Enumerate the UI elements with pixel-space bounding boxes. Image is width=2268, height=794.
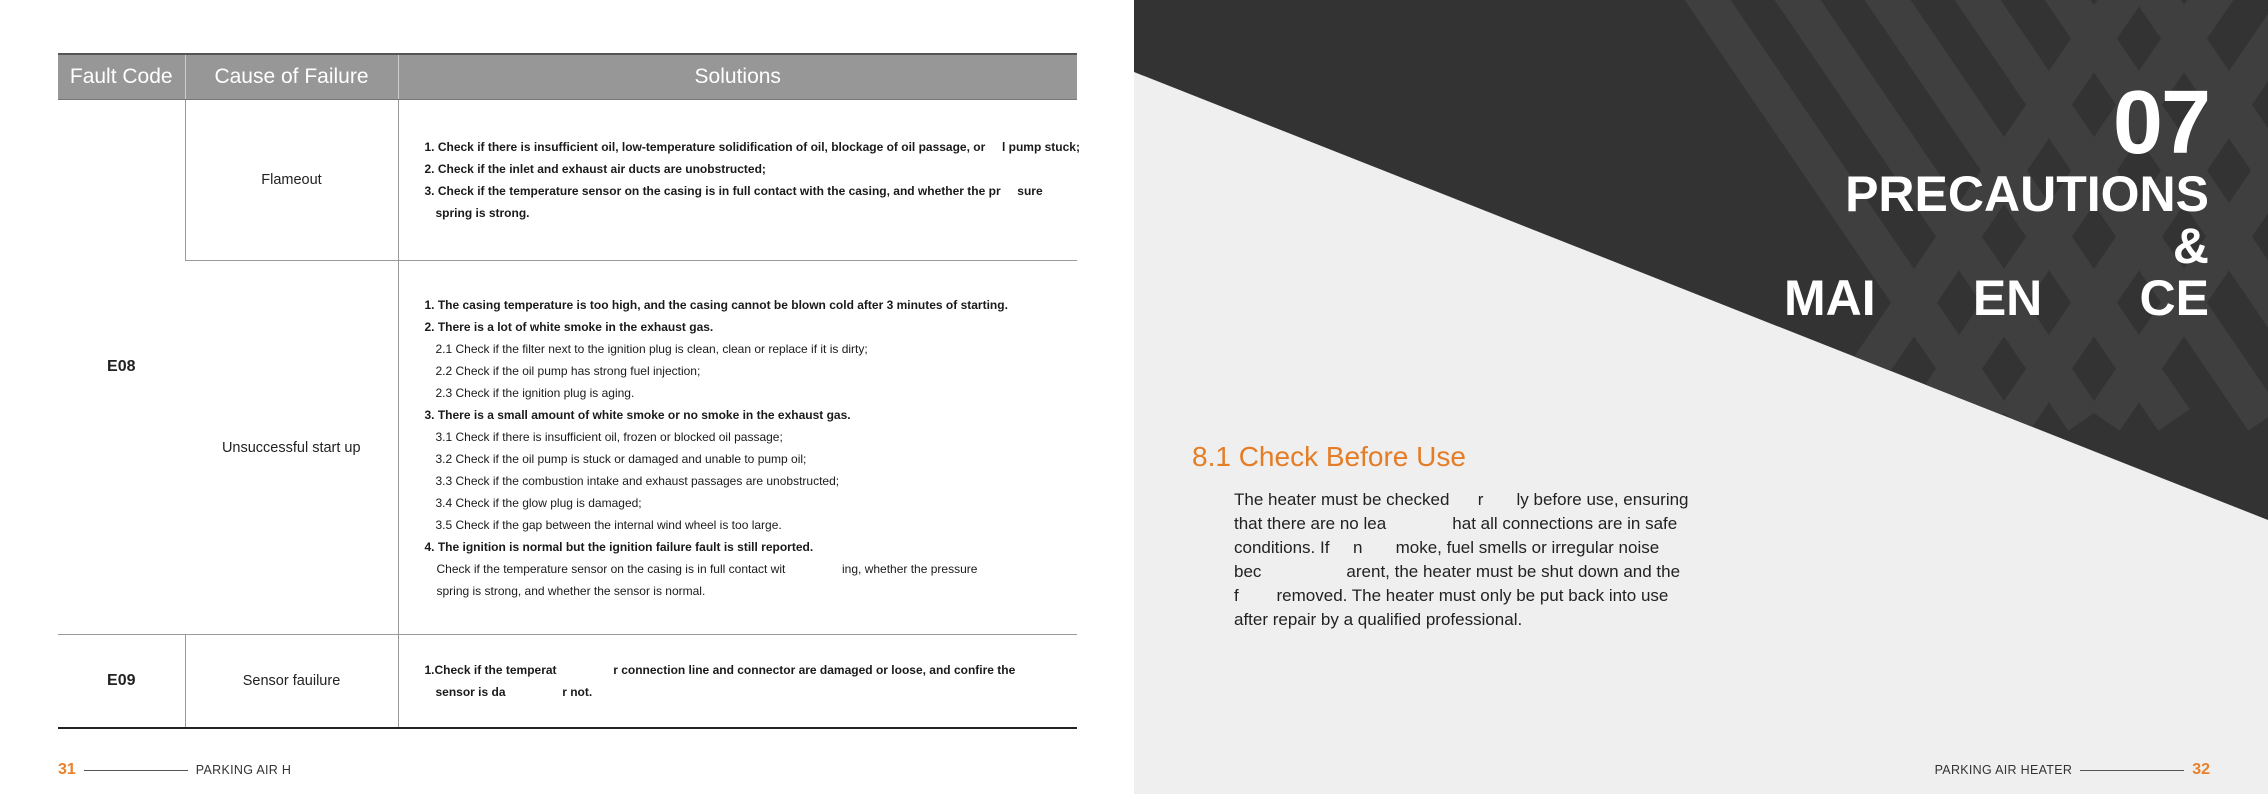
body-line: f removed. The heater must only be put back into use — [1234, 586, 1669, 605]
solution-line: 2.1 Check if the filter next to the ignition plug is clean, clean or replace if it is dirty; — [435, 341, 868, 356]
body-line: bec arent, the heater must be shut down and the — [1234, 562, 1681, 581]
cause-cell: Flameout — [185, 100, 398, 261]
chapter-title-line-3: MAI EN CE — [1783, 270, 2209, 326]
chapter-heading — [1783, 73, 2209, 326]
footer-label: PARKING AIR H — [195, 763, 292, 777]
table-row — [58, 635, 1077, 729]
solution-line: 3.4 Check if the glow plug is damaged; — [435, 495, 642, 510]
body-line: The heater must be checked r ly before use, ensuring — [1234, 490, 1689, 509]
table-header-row — [58, 54, 1077, 100]
page-number: 31 — [58, 761, 76, 778]
table-row — [58, 261, 1077, 635]
chapter-title-line-2: & — [2172, 218, 2209, 274]
section-title: 8.1 Check Before Use — [1192, 441, 1466, 472]
solution-line: 2.2 Check if the oil pump has strong fuel injection; — [435, 363, 701, 378]
solution-line: sensor is da r not. — [435, 685, 593, 699]
solution-line: Check if the temperature sensor on the casing is in full contact wit ing, whether the pressure — [436, 561, 978, 576]
solution-line: spring is strong. — [435, 206, 530, 220]
solutions-cell — [398, 100, 1080, 261]
solution-line: 3. There is a small amount of white smoke or no smoke in the exhaust gas. — [424, 407, 851, 422]
footer-rule — [2080, 770, 2184, 771]
solution-line: spring is strong, and whether the sensor is normal. — [436, 583, 706, 598]
solutions-cell — [398, 635, 1077, 729]
footer-rule — [84, 770, 188, 771]
table-row — [58, 100, 1077, 261]
solution-line: 3.2 Check if the oil pump is stuck or damaged and unable to pump oil; — [435, 451, 807, 466]
fault-code-cell: E08 — [58, 100, 185, 635]
header-cause: Cause of Failure — [185, 54, 398, 100]
solution-line: 2.3 Check if the ignition plug is aging. — [435, 385, 635, 400]
right-footer — [1935, 760, 2210, 780]
solution-line: 4. The ignition is normal but the ignition failure fault is still reported. — [424, 539, 814, 554]
chapter-number: 07 — [2112, 73, 2209, 173]
cause-cell: Sensor fauilure — [185, 635, 398, 729]
page-number: 32 — [2192, 761, 2210, 778]
table-body — [58, 100, 1080, 729]
solution-line: 3.1 Check if there is insufficient oil, frozen or blocked oil passage; — [435, 429, 783, 444]
solution-line: 3.3 Check if the combustion intake and exhaust passages are unobstructed; — [435, 473, 840, 488]
solution-line: 3.5 Check if the gap between the internal wind wheel is too large. — [435, 517, 782, 532]
fault-code-cell: E09 — [58, 635, 185, 729]
cause-cell: Unsuccessful start up — [185, 261, 398, 635]
fault-table — [58, 53, 1080, 729]
solution-line: 2. Check if the inlet and exhaust air ducts are unobstructed; — [424, 162, 766, 176]
solution-line: 1. The casing temperature is too high, and the casing cannot be blown cold after 3 minutes of starting. — [424, 297, 1008, 312]
left-footer — [58, 760, 291, 780]
header-solutions: Solutions — [398, 54, 1077, 100]
solution-line: 2. There is a lot of white smoke in the exhaust gas. — [424, 319, 714, 334]
solutions-cell — [398, 261, 1077, 635]
chapter-title-line-1: PRECAUTIONS — [1845, 166, 2209, 222]
footer-label: PARKING AIR HEATER — [1934, 763, 2073, 777]
solution-line: 3. Check if the temperature sensor on the casing is in full contact with the casing, and whether the pr sure — [424, 184, 1043, 198]
right-page — [1134, 0, 2268, 794]
section-body — [1234, 488, 1714, 632]
solution-line: 1.Check if the temperat r connection line and connector are damaged or loose, and confire the — [424, 663, 1016, 677]
solution-line: 1. Check if there is insufficient oil, low-temperature solidification of oil, blockage of oil passage, or l pump stuck; — [424, 140, 1080, 154]
body-line: after repair by a qualified professional. — [1234, 610, 1523, 629]
header-fault-code: Fault Code — [58, 54, 185, 100]
body-line: that there are no lea hat all connections are in safe — [1234, 514, 1678, 533]
body-line: conditions. If n moke, fuel smells or irregular noise — [1234, 538, 1660, 557]
